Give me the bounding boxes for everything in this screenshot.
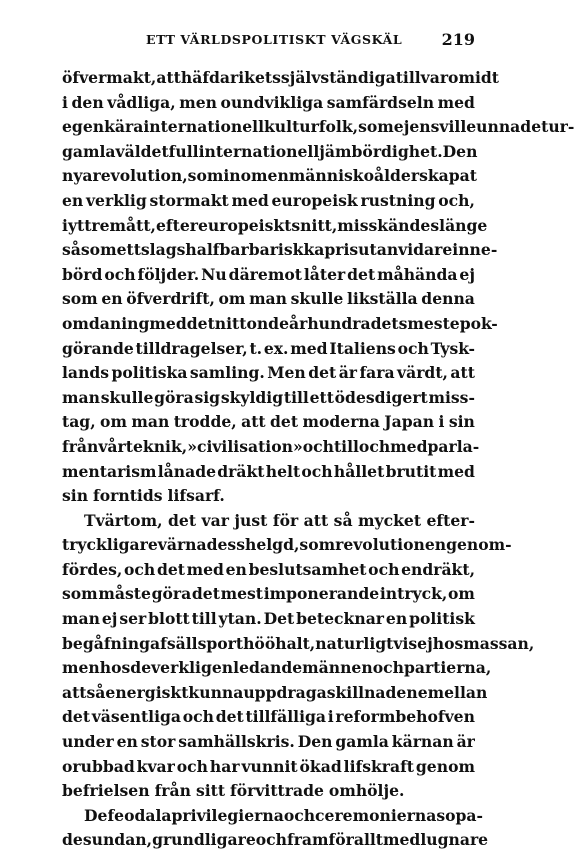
word: och [283,805,316,825]
text-line [62,607,475,632]
text-line [62,779,475,804]
word: ett [116,240,141,260]
text-line [62,189,475,214]
word: samfärdseln [326,92,435,112]
word: och [182,707,214,727]
word: är [456,732,475,752]
word: brutit [385,461,437,481]
word: fördes, [62,559,123,579]
word: lugnare [420,830,489,850]
word: skyldig [220,387,284,407]
word: det [270,412,299,432]
word: sopa- [436,805,484,825]
text-line [62,91,475,116]
word: sällsport [166,633,244,653]
word: vår [98,436,126,456]
word: orubbad [62,756,135,776]
word: väsentliga [91,707,182,727]
word: som [299,535,336,555]
word: beslutsamhet [248,559,367,579]
word: och [124,559,156,579]
word: den [71,92,104,112]
word: likställa [346,289,418,309]
word: det [347,264,376,284]
word: till [333,436,359,456]
text-line [62,681,488,706]
word: genom [415,756,475,776]
word: kunna [188,682,244,702]
word: skulle [290,289,344,309]
word: Japan [384,412,435,432]
word: hos [432,633,464,653]
text-line [62,755,475,780]
word: måhända [377,264,458,284]
word: sitt [195,781,226,801]
word: det [520,117,549,137]
text-line [62,828,489,853]
word: med [186,559,224,579]
word: ville [439,117,477,137]
word: mått, [109,215,156,235]
word: inne- [452,240,498,260]
word: rikets [230,68,281,87]
word: parla- [427,436,480,456]
word: imponerande [263,584,380,604]
word: internationell [198,141,320,161]
word: tillfälliga [245,707,327,727]
word: yttre [67,215,110,235]
word: full [168,141,199,161]
word: man [62,387,100,407]
word: uppdraga [243,682,327,702]
word: med [390,436,428,456]
word: teknik, [125,436,188,456]
text-line [62,115,574,140]
text-line [62,263,475,288]
word: politisk [409,609,475,629]
word: om [218,289,246,309]
word: helt [265,461,301,481]
word: mest [220,584,264,604]
text-line [62,582,475,607]
word: en [225,559,247,579]
word: tilldragelser, [135,338,248,358]
word: naturligtvis [315,633,418,653]
word: skillnaden [326,682,418,702]
word: ej [393,117,410,137]
word: endräkt, [401,559,475,579]
word: nittonde [214,313,290,333]
word: efter- [426,510,475,530]
text-line [62,337,475,362]
word: som [62,584,98,604]
word: feodala [107,805,172,825]
word: till [191,609,217,629]
word: har [209,756,240,776]
text-line [62,730,475,755]
word: snitt, [291,215,338,235]
word: partierna, [403,658,492,678]
text-line [62,66,499,91]
word: en [385,609,408,629]
word: det [215,707,244,727]
word: stormakt [149,190,229,210]
word: energiskt [105,682,189,702]
word: en [62,190,84,210]
word: ser [119,609,147,629]
word: det [308,363,337,383]
word: i [438,412,445,432]
text-line [62,410,475,435]
word: en [116,732,138,752]
text-line [62,632,535,657]
word: som [187,166,224,186]
word: hos [99,658,131,678]
word: samhällskris. [178,732,295,752]
word: och [255,830,287,850]
word: är [338,363,358,383]
word: sig [194,387,221,407]
paragraph [62,804,489,853]
word: kapris [303,240,359,260]
word: massan, [463,633,535,653]
word: samling. [189,363,265,383]
word: Tvärtom, [84,510,163,530]
word: halt, [275,633,316,653]
word: undan, [91,830,153,850]
word: görande [62,338,134,358]
word: ej [459,264,475,284]
word: internationell [143,117,264,137]
word: i [62,92,68,112]
word: öfverdrift, [126,289,215,309]
word: moderna [302,412,380,432]
word: göra [154,387,194,407]
text-line [62,705,475,730]
paragraph [62,509,535,804]
word: och [358,436,391,456]
word: väldet [115,141,169,161]
word: revolution, [92,166,188,186]
word: skapat [419,166,477,186]
word: lifskraft [343,756,415,776]
word: De [84,805,108,825]
word: däremot [228,264,302,284]
word: Men [267,363,306,383]
word: betecknar [296,609,385,629]
word: Den [297,732,333,752]
word: med [290,338,328,358]
word: ej [101,609,118,629]
word: Italiens [329,338,396,358]
word: ökad [299,756,342,776]
word: och [104,264,136,284]
word: med [231,190,269,210]
word: vidare [398,240,453,260]
word: framför [287,830,354,850]
text-line [62,804,484,829]
text-line [62,312,498,337]
word: som [62,289,98,309]
word: omdaning [62,313,150,333]
word: med [383,830,421,850]
word: från [154,781,191,801]
word: fara [359,363,395,383]
word: just [234,510,268,530]
text-line [62,361,475,386]
word: utan [358,240,399,260]
word: och, [438,190,475,210]
word: Nu [201,264,227,284]
word: unna [476,117,521,137]
word: ett [309,387,334,407]
word: de [130,658,152,678]
word: Den [442,141,478,161]
word: slags [140,240,186,260]
word: i [327,707,334,727]
word: man [62,609,100,629]
word: om [100,412,127,432]
word: omhölje. [328,781,405,801]
word: vådliga, [107,92,176,112]
word: hållet [333,461,385,481]
word: dess [206,535,245,555]
word: begåfning [62,633,151,653]
word: en [267,166,289,186]
word: gamla [335,732,389,752]
text-line [62,656,492,681]
paragraph [62,66,574,509]
word: egenkära [62,117,144,137]
word: för [272,510,299,530]
word: »civilisation» [187,436,303,456]
word: männen [302,658,373,678]
word: det [191,584,220,604]
word: verklig [86,190,147,210]
word: midt [458,68,499,87]
word: skulle [100,387,154,407]
word: tillvaro [395,68,459,87]
word: lands [62,363,110,383]
word: det [62,707,91,727]
word: förvittrade [230,781,324,801]
body-text [62,66,574,853]
word: att [241,412,266,432]
word: värna [157,535,207,555]
word: det [186,313,215,333]
word: Det [263,609,295,629]
word: lånade [157,461,217,481]
word: sin [62,486,89,506]
word: göra [151,584,192,604]
word: grundligare [152,830,256,850]
word: höö [243,633,276,653]
word: stor [140,732,176,752]
word: reformbehofven [335,707,475,727]
word: ens [409,117,440,137]
word: i [62,215,68,235]
word: ej [417,633,433,653]
text-line [62,214,488,239]
running-head [62,30,475,56]
word: som [358,117,394,137]
word: nya [62,166,93,186]
word: att [303,510,329,530]
text-line [62,460,475,485]
text-line [62,533,512,558]
text-line [62,164,475,189]
word: ur- [548,117,574,137]
word: europeisk [271,190,358,210]
word: revolutionen [335,535,447,555]
word: mentarism [62,461,157,481]
word: länge [439,215,488,235]
text-line [62,509,475,534]
word: inom [223,166,268,186]
word: man [131,412,170,432]
word: dräkt [217,461,265,481]
word: värdt, [397,363,448,383]
word: och [372,658,404,678]
text-line [62,386,475,411]
word: följder. [137,264,200,284]
word: och [302,436,334,456]
word: allt [353,830,384,850]
book-page [62,30,574,853]
word: men [62,658,100,678]
word: och [368,559,400,579]
word: häfda [180,68,231,87]
word: politiska [111,363,188,383]
word: mest [407,313,450,333]
word: från [62,436,99,456]
word: kvar [136,756,175,776]
page-number: 219 [441,30,475,49]
word: måste [98,584,151,604]
word: ceremonierna [315,805,437,825]
word: oundvikliga [220,92,324,112]
word: låter [303,264,346,284]
word: med [149,313,187,333]
word: befrielsen [62,781,150,801]
word: en [101,289,123,309]
word: ledande [233,658,303,678]
word: mycket [358,510,422,530]
word: såsom [62,240,117,260]
word: det [156,559,185,579]
word: öfvermakt, [62,68,157,87]
word: privilegierna [171,805,284,825]
word: och [176,756,208,776]
word: sin [448,412,475,432]
word: kulturfolk, [264,117,359,137]
word: europeiskt [197,215,292,235]
word: t. [249,338,263,358]
word: till [283,387,309,407]
word: des [62,830,92,850]
word: och [301,461,333,481]
word: emellan [417,682,488,702]
word: om [448,584,475,604]
word: man [249,289,288,309]
word: det [168,510,197,530]
word: så [86,682,106,702]
word: självständiga [280,68,396,87]
word: men [179,92,217,112]
running-title: ETT VÄRLDSPOLITISKT VÄGSKÄL [146,32,403,47]
word: misskändes [337,215,440,235]
text-line [62,287,475,312]
word: under [62,732,114,752]
word: intryck, [379,584,448,604]
word: af [150,633,167,653]
word: århundradets [289,313,408,333]
word: att [62,682,87,702]
word: gamla [62,141,116,161]
text-line [62,238,498,263]
word: så [333,510,353,530]
text-line [62,558,475,583]
word: tryckligare [62,535,158,555]
word: efter [156,215,198,235]
text-line [62,435,480,460]
word: genom- [446,535,512,555]
word: jämbördighet. [319,141,443,161]
word: ex. [263,338,289,358]
word: halfbarbarisk [185,240,304,260]
word: helgd, [245,535,300,555]
word: att [450,363,475,383]
word: och [397,338,429,358]
text-line [62,140,478,165]
word: att [156,68,181,87]
word: med [437,92,475,112]
word: människoålder [288,166,420,186]
word: blott [148,609,190,629]
word: lifsarf. [167,486,225,506]
word: ytan. [218,609,262,629]
word: var [201,510,229,530]
word: epok- [449,313,498,333]
word: kärnan [391,732,454,752]
word: tag, [62,412,96,432]
word: forntids [93,486,163,506]
word: Tysk- [430,338,475,358]
word: verkligen [151,658,234,678]
word: med [437,461,475,481]
word: trodde, [173,412,237,432]
word: ödesdigert [334,387,428,407]
word: denna [421,289,475,309]
word: börd [62,264,103,284]
word: miss- [428,387,475,407]
word: vunnit [241,756,298,776]
word: rustning [360,190,436,210]
text-line [62,484,475,509]
